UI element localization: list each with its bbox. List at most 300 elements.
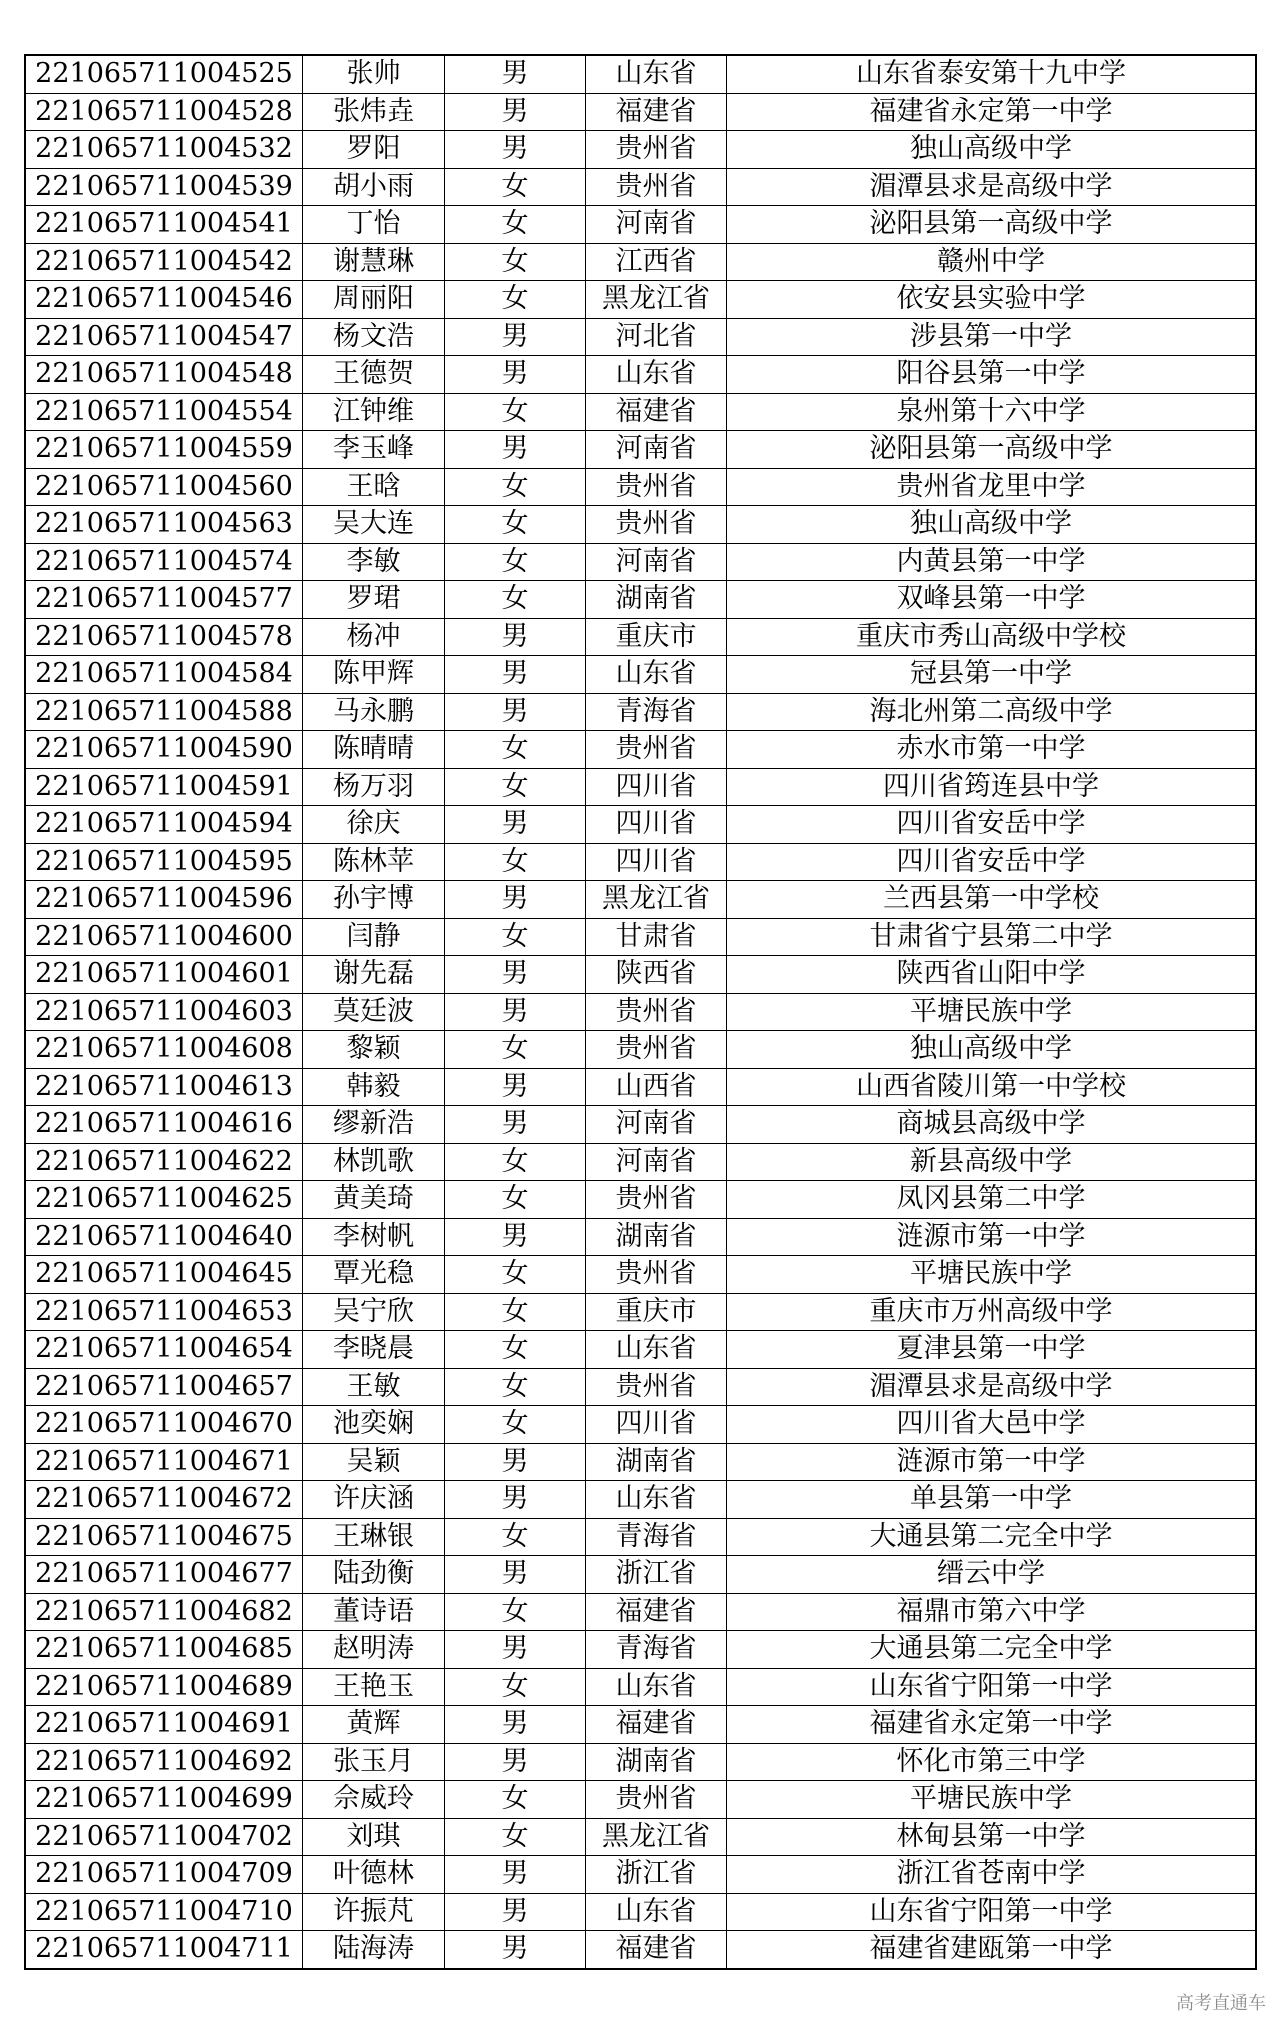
table-row	[25, 1631, 1256, 1669]
student-name-cell: 谢先磊	[303, 956, 445, 994]
province-cell: 青海省	[586, 1518, 727, 1556]
student-name-cell: 丁怡	[303, 206, 445, 244]
table-row	[25, 918, 1256, 956]
table-row	[25, 1331, 1256, 1369]
exam-id-cell: 221065711004711	[25, 1931, 303, 1969]
student-name-cell: 刘琪	[303, 1818, 445, 1856]
school-cell: 陕西省山阳中学	[727, 956, 1257, 994]
school-cell: 山东省泰安第十九中学	[727, 55, 1257, 93]
province-cell: 福建省	[586, 1931, 727, 1969]
exam-id-cell: 221065711004710	[25, 1893, 303, 1931]
gender-cell: 男	[445, 1856, 586, 1894]
table-row	[25, 1518, 1256, 1556]
student-name-cell: 黄辉	[303, 1706, 445, 1744]
school-cell: 商城县高级中学	[727, 1106, 1257, 1144]
table-row	[25, 1031, 1256, 1069]
gender-cell: 男	[445, 318, 586, 356]
school-cell: 新县高级中学	[727, 1143, 1257, 1181]
gender-cell: 女	[445, 1668, 586, 1706]
student-name-cell: 杨文浩	[303, 318, 445, 356]
student-name-cell: 罗阳	[303, 131, 445, 169]
gender-cell: 男	[445, 1556, 586, 1594]
table-row	[25, 693, 1256, 731]
table-row	[25, 1143, 1256, 1181]
province-cell: 湖南省	[586, 581, 727, 619]
table-row	[25, 618, 1256, 656]
student-roster-table	[24, 54, 1257, 1970]
student-name-cell: 周丽阳	[303, 281, 445, 319]
province-cell: 山东省	[586, 1331, 727, 1369]
gender-cell: 女	[445, 243, 586, 281]
table-row	[25, 1593, 1256, 1631]
province-cell: 贵州省	[586, 731, 727, 769]
student-name-cell: 王艳玉	[303, 1668, 445, 1706]
school-cell: 怀化市第三中学	[727, 1743, 1257, 1781]
gender-cell: 女	[445, 1293, 586, 1331]
exam-id-cell: 221065711004588	[25, 693, 303, 731]
school-cell: 海北州第二高级中学	[727, 693, 1257, 731]
province-cell: 湖南省	[586, 1218, 727, 1256]
student-name-cell: 王琳银	[303, 1518, 445, 1556]
province-cell: 四川省	[586, 768, 727, 806]
school-cell: 依安县实验中学	[727, 281, 1257, 319]
student-name-cell: 胡小雨	[303, 168, 445, 206]
exam-id-cell: 221065711004640	[25, 1218, 303, 1256]
province-cell: 湖南省	[586, 1743, 727, 1781]
student-name-cell: 张炜垚	[303, 93, 445, 131]
exam-id-cell: 221065711004675	[25, 1518, 303, 1556]
province-cell: 山西省	[586, 1068, 727, 1106]
table-row	[25, 1256, 1256, 1294]
table-row	[25, 431, 1256, 469]
student-name-cell: 韩毅	[303, 1068, 445, 1106]
student-name-cell: 马永鹏	[303, 693, 445, 731]
student-name-cell: 吴宁欣	[303, 1293, 445, 1331]
school-cell: 福建省永定第一中学	[727, 1706, 1257, 1744]
school-cell: 赣州中学	[727, 243, 1257, 281]
exam-id-cell: 221065711004525	[25, 55, 303, 93]
student-name-cell: 吴颖	[303, 1443, 445, 1481]
gender-cell: 女	[445, 768, 586, 806]
school-cell: 重庆市秀山高级中学校	[727, 618, 1257, 656]
gender-cell: 女	[445, 281, 586, 319]
exam-id-cell: 221065711004625	[25, 1181, 303, 1219]
school-cell: 冠县第一中学	[727, 656, 1257, 694]
exam-id-cell: 221065711004563	[25, 506, 303, 544]
gender-cell: 女	[445, 206, 586, 244]
exam-id-cell: 221065711004590	[25, 731, 303, 769]
school-cell: 山东省宁阳第一中学	[727, 1893, 1257, 1931]
province-cell: 浙江省	[586, 1856, 727, 1894]
gender-cell: 女	[445, 843, 586, 881]
province-cell: 黑龙江省	[586, 881, 727, 919]
gender-cell: 女	[445, 918, 586, 956]
school-cell: 福鼎市第六中学	[727, 1593, 1257, 1631]
student-name-cell: 许振芃	[303, 1893, 445, 1931]
exam-id-cell: 221065711004672	[25, 1481, 303, 1519]
school-cell: 平塘民族中学	[727, 993, 1257, 1031]
student-name-cell: 张帅	[303, 55, 445, 93]
province-cell: 甘肃省	[586, 918, 727, 956]
table-row	[25, 1781, 1256, 1819]
student-name-cell: 徐庆	[303, 806, 445, 844]
gender-cell: 男	[445, 1218, 586, 1256]
student-name-cell: 李敏	[303, 543, 445, 581]
school-cell: 重庆市万州高级中学	[727, 1293, 1257, 1331]
gender-cell: 男	[445, 956, 586, 994]
student-name-cell: 王德贺	[303, 356, 445, 394]
table-row	[25, 843, 1256, 881]
province-cell: 山东省	[586, 656, 727, 694]
exam-id-cell: 221065711004577	[25, 581, 303, 619]
gender-cell: 女	[445, 1181, 586, 1219]
school-cell: 大通县第二完全中学	[727, 1518, 1257, 1556]
student-name-cell: 王晗	[303, 468, 445, 506]
school-cell: 平塘民族中学	[727, 1781, 1257, 1819]
table-row	[25, 206, 1256, 244]
exam-id-cell: 221065711004601	[25, 956, 303, 994]
exam-id-cell: 221065711004532	[25, 131, 303, 169]
gender-cell: 女	[445, 506, 586, 544]
student-name-cell: 李树帆	[303, 1218, 445, 1256]
exam-id-cell: 221065711004600	[25, 918, 303, 956]
school-cell: 赤水市第一中学	[727, 731, 1257, 769]
school-cell: 平塘民族中学	[727, 1256, 1257, 1294]
school-cell: 独山高级中学	[727, 1031, 1257, 1069]
table-row	[25, 1931, 1256, 1969]
student-name-cell: 江钟维	[303, 393, 445, 431]
gender-cell: 男	[445, 1481, 586, 1519]
school-cell: 四川省筠连县中学	[727, 768, 1257, 806]
exam-id-cell: 221065711004654	[25, 1331, 303, 1369]
province-cell: 贵州省	[586, 131, 727, 169]
table-row	[25, 55, 1256, 93]
school-cell: 兰西县第一中学校	[727, 881, 1257, 919]
table-row	[25, 956, 1256, 994]
province-cell: 山东省	[586, 55, 727, 93]
province-cell: 江西省	[586, 243, 727, 281]
school-cell: 泌阳县第一高级中学	[727, 431, 1257, 469]
school-cell: 内黄县第一中学	[727, 543, 1257, 581]
province-cell: 青海省	[586, 1631, 727, 1669]
gender-cell: 女	[445, 1331, 586, 1369]
student-name-cell: 谢慧琳	[303, 243, 445, 281]
table-row	[25, 168, 1256, 206]
school-cell: 林甸县第一中学	[727, 1818, 1257, 1856]
exam-id-cell: 221065711004685	[25, 1631, 303, 1669]
gender-cell: 男	[445, 693, 586, 731]
exam-id-cell: 221065711004528	[25, 93, 303, 131]
student-name-cell: 杨冲	[303, 618, 445, 656]
province-cell: 四川省	[586, 843, 727, 881]
school-cell: 涟源市第一中学	[727, 1218, 1257, 1256]
province-cell: 黑龙江省	[586, 281, 727, 319]
student-name-cell: 陈晴晴	[303, 731, 445, 769]
province-cell: 四川省	[586, 1406, 727, 1444]
gender-cell: 女	[445, 1518, 586, 1556]
exam-id-cell: 221065711004702	[25, 1818, 303, 1856]
table-row	[25, 506, 1256, 544]
province-cell: 河南省	[586, 1143, 727, 1181]
table-row	[25, 768, 1256, 806]
school-cell: 双峰县第一中学	[727, 581, 1257, 619]
province-cell: 青海省	[586, 693, 727, 731]
province-cell: 贵州省	[586, 1031, 727, 1069]
exam-id-cell: 221065711004699	[25, 1781, 303, 1819]
school-cell: 四川省大邑中学	[727, 1406, 1257, 1444]
exam-id-cell: 221065711004671	[25, 1443, 303, 1481]
gender-cell: 男	[445, 618, 586, 656]
exam-id-cell: 221065711004539	[25, 168, 303, 206]
exam-id-cell: 221065711004548	[25, 356, 303, 394]
province-cell: 黑龙江省	[586, 1818, 727, 1856]
gender-cell: 男	[445, 1931, 586, 1969]
exam-id-cell: 221065711004682	[25, 1593, 303, 1631]
table-row	[25, 1293, 1256, 1331]
table-row	[25, 131, 1256, 169]
table-row	[25, 93, 1256, 131]
gender-cell: 男	[445, 1106, 586, 1144]
school-cell: 泌阳县第一高级中学	[727, 206, 1257, 244]
table-row	[25, 1893, 1256, 1931]
gender-cell: 男	[445, 55, 586, 93]
exam-id-cell: 221065711004603	[25, 993, 303, 1031]
exam-id-cell: 221065711004546	[25, 281, 303, 319]
roster-body	[25, 55, 1256, 1969]
gender-cell: 男	[445, 431, 586, 469]
table-row	[25, 1443, 1256, 1481]
exam-id-cell: 221065711004541	[25, 206, 303, 244]
gender-cell: 男	[445, 1631, 586, 1669]
gender-cell: 男	[445, 806, 586, 844]
school-cell: 独山高级中学	[727, 131, 1257, 169]
table-row	[25, 993, 1256, 1031]
province-cell: 河南省	[586, 1106, 727, 1144]
student-name-cell: 叶德林	[303, 1856, 445, 1894]
gender-cell: 女	[445, 581, 586, 619]
table-row	[25, 543, 1256, 581]
exam-id-cell: 221065711004574	[25, 543, 303, 581]
province-cell: 河南省	[586, 543, 727, 581]
gender-cell: 女	[445, 1406, 586, 1444]
gender-cell: 女	[445, 1256, 586, 1294]
student-name-cell: 陈甲辉	[303, 656, 445, 694]
exam-id-cell: 221065711004559	[25, 431, 303, 469]
table-row	[25, 318, 1256, 356]
student-name-cell: 赵明涛	[303, 1631, 445, 1669]
student-name-cell: 陈林苹	[303, 843, 445, 881]
exam-id-cell: 221065711004542	[25, 243, 303, 281]
province-cell: 福建省	[586, 393, 727, 431]
school-cell: 涉县第一中学	[727, 318, 1257, 356]
table-row	[25, 1481, 1256, 1519]
school-cell: 大通县第二完全中学	[727, 1631, 1257, 1669]
table-row	[25, 1406, 1256, 1444]
gender-cell: 男	[445, 131, 586, 169]
province-cell: 福建省	[586, 1593, 727, 1631]
student-name-cell: 闫静	[303, 918, 445, 956]
gender-cell: 男	[445, 993, 586, 1031]
student-name-cell: 覃光稳	[303, 1256, 445, 1294]
province-cell: 山东省	[586, 1481, 727, 1519]
gender-cell: 女	[445, 1368, 586, 1406]
student-name-cell: 罗珺	[303, 581, 445, 619]
gender-cell: 男	[445, 1068, 586, 1106]
exam-id-cell: 221065711004657	[25, 1368, 303, 1406]
exam-id-cell: 221065711004670	[25, 1406, 303, 1444]
school-cell: 山西省陵川第一中学校	[727, 1068, 1257, 1106]
province-cell: 贵州省	[586, 1368, 727, 1406]
school-cell: 泉州第十六中学	[727, 393, 1257, 431]
gender-cell: 男	[445, 1743, 586, 1781]
table-row	[25, 881, 1256, 919]
gender-cell: 女	[445, 1593, 586, 1631]
table-row	[25, 1668, 1256, 1706]
table-row	[25, 581, 1256, 619]
school-cell: 独山高级中学	[727, 506, 1257, 544]
table-row	[25, 806, 1256, 844]
province-cell: 山东省	[586, 1668, 727, 1706]
province-cell: 贵州省	[586, 1781, 727, 1819]
exam-id-cell: 221065711004578	[25, 618, 303, 656]
province-cell: 陕西省	[586, 956, 727, 994]
table-row	[25, 1706, 1256, 1744]
school-cell: 四川省安岳中学	[727, 843, 1257, 881]
table-row	[25, 393, 1256, 431]
table-row	[25, 1556, 1256, 1594]
student-name-cell: 缪新浩	[303, 1106, 445, 1144]
exam-id-cell: 221065711004594	[25, 806, 303, 844]
gender-cell: 男	[445, 656, 586, 694]
table-row	[25, 1743, 1256, 1781]
exam-id-cell: 221065711004692	[25, 1743, 303, 1781]
exam-id-cell: 221065711004608	[25, 1031, 303, 1069]
exam-id-cell: 221065711004622	[25, 1143, 303, 1181]
province-cell: 山东省	[586, 1893, 727, 1931]
province-cell: 贵州省	[586, 506, 727, 544]
gender-cell: 女	[445, 1031, 586, 1069]
table-row	[25, 1106, 1256, 1144]
school-cell: 山东省宁阳第一中学	[727, 1668, 1257, 1706]
gender-cell: 女	[445, 1143, 586, 1181]
student-name-cell: 李玉峰	[303, 431, 445, 469]
exam-id-cell: 221065711004595	[25, 843, 303, 881]
gender-cell: 女	[445, 1818, 586, 1856]
gender-cell: 女	[445, 543, 586, 581]
table-row	[25, 243, 1256, 281]
table-row	[25, 656, 1256, 694]
gender-cell: 女	[445, 468, 586, 506]
exam-id-cell: 221065711004653	[25, 1293, 303, 1331]
student-name-cell: 李晓晨	[303, 1331, 445, 1369]
exam-id-cell: 221065711004554	[25, 393, 303, 431]
student-name-cell: 黄美琦	[303, 1181, 445, 1219]
student-name-cell: 吴大连	[303, 506, 445, 544]
student-name-cell: 陆海涛	[303, 1931, 445, 1969]
watermark-text: 高考直通车	[1176, 1993, 1266, 2014]
province-cell: 贵州省	[586, 1181, 727, 1219]
school-cell: 单县第一中学	[727, 1481, 1257, 1519]
school-cell: 夏津县第一中学	[727, 1331, 1257, 1369]
gender-cell: 男	[445, 93, 586, 131]
school-cell: 湄潭县求是高级中学	[727, 168, 1257, 206]
exam-id-cell: 221065711004689	[25, 1668, 303, 1706]
province-cell: 四川省	[586, 806, 727, 844]
gender-cell: 女	[445, 393, 586, 431]
province-cell: 重庆市	[586, 1293, 727, 1331]
table-row	[25, 1856, 1256, 1894]
student-name-cell: 许庆涵	[303, 1481, 445, 1519]
table-row	[25, 468, 1256, 506]
school-cell: 福建省建瓯第一中学	[727, 1931, 1257, 1969]
student-name-cell: 莫廷波	[303, 993, 445, 1031]
gender-cell: 女	[445, 731, 586, 769]
table-row	[25, 1368, 1256, 1406]
exam-id-cell: 221065711004547	[25, 318, 303, 356]
school-cell: 甘肃省宁县第二中学	[727, 918, 1257, 956]
gender-cell: 男	[445, 1706, 586, 1744]
gender-cell: 男	[445, 1893, 586, 1931]
province-cell: 贵州省	[586, 993, 727, 1031]
exam-id-cell: 221065711004560	[25, 468, 303, 506]
table-row	[25, 1068, 1256, 1106]
table-row	[25, 1818, 1256, 1856]
gender-cell: 男	[445, 1443, 586, 1481]
school-cell: 四川省安岳中学	[727, 806, 1257, 844]
province-cell: 重庆市	[586, 618, 727, 656]
province-cell: 贵州省	[586, 1256, 727, 1294]
gender-cell: 女	[445, 1781, 586, 1819]
school-cell: 凤冈县第二中学	[727, 1181, 1257, 1219]
province-cell: 河南省	[586, 431, 727, 469]
exam-id-cell: 221065711004709	[25, 1856, 303, 1894]
table-row	[25, 1181, 1256, 1219]
province-cell: 浙江省	[586, 1556, 727, 1594]
table-row	[25, 1218, 1256, 1256]
province-cell: 湖南省	[586, 1443, 727, 1481]
school-cell: 缙云中学	[727, 1556, 1257, 1594]
exam-id-cell: 221065711004596	[25, 881, 303, 919]
province-cell: 河北省	[586, 318, 727, 356]
student-name-cell: 孙宇博	[303, 881, 445, 919]
gender-cell: 男	[445, 356, 586, 394]
school-cell: 贵州省龙里中学	[727, 468, 1257, 506]
province-cell: 河南省	[586, 206, 727, 244]
school-cell: 浙江省苍南中学	[727, 1856, 1257, 1894]
exam-id-cell: 221065711004677	[25, 1556, 303, 1594]
student-name-cell: 董诗语	[303, 1593, 445, 1631]
student-name-cell: 黎颖	[303, 1031, 445, 1069]
student-name-cell: 池奕娴	[303, 1406, 445, 1444]
student-name-cell: 张玉月	[303, 1743, 445, 1781]
exam-id-cell: 221065711004616	[25, 1106, 303, 1144]
table-row	[25, 281, 1256, 319]
exam-id-cell: 221065711004691	[25, 1706, 303, 1744]
school-cell: 阳谷县第一中学	[727, 356, 1257, 394]
province-cell: 贵州省	[586, 168, 727, 206]
student-name-cell: 王敏	[303, 1368, 445, 1406]
exam-id-cell: 221065711004584	[25, 656, 303, 694]
student-name-cell: 林凯歌	[303, 1143, 445, 1181]
table-row	[25, 731, 1256, 769]
gender-cell: 男	[445, 881, 586, 919]
exam-id-cell: 221065711004645	[25, 1256, 303, 1294]
school-cell: 福建省永定第一中学	[727, 93, 1257, 131]
gender-cell: 女	[445, 168, 586, 206]
student-name-cell: 佘威玲	[303, 1781, 445, 1819]
province-cell: 山东省	[586, 356, 727, 394]
student-name-cell: 杨万羽	[303, 768, 445, 806]
